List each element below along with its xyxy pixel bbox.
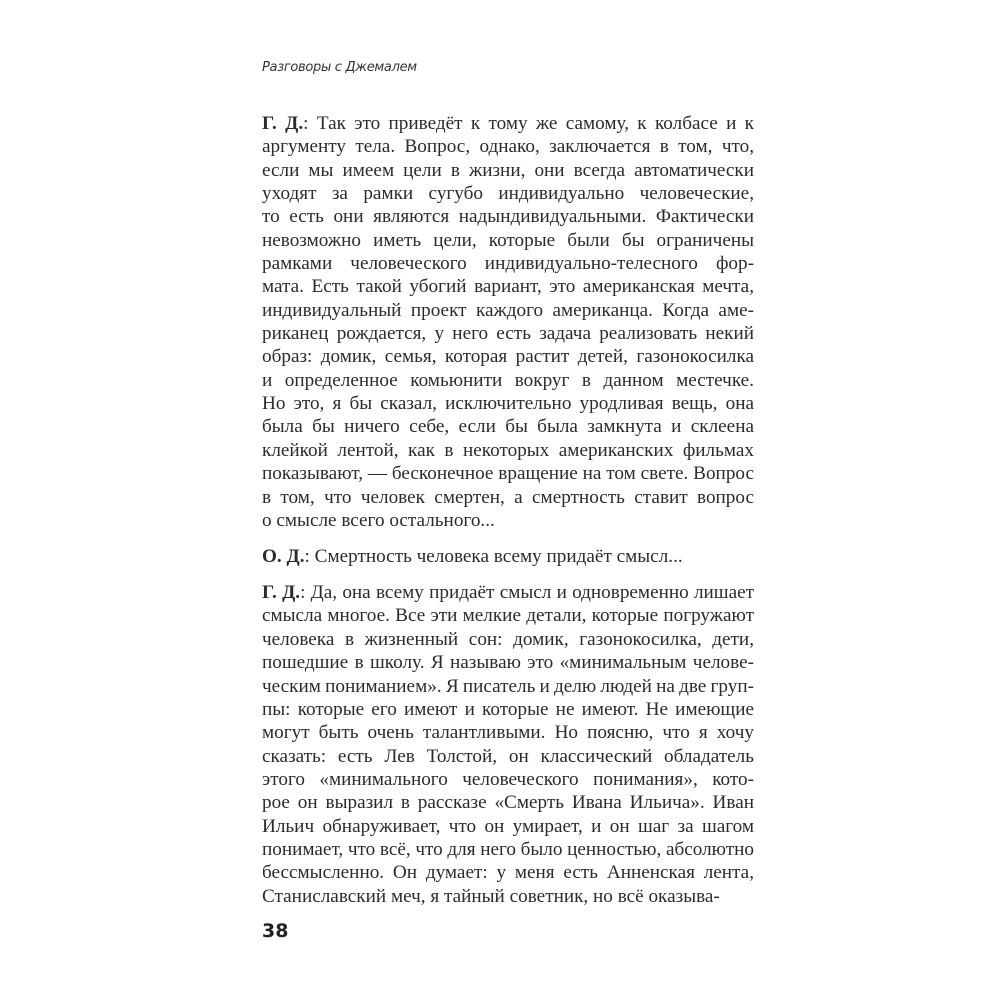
text-line	[262, 299, 754, 322]
text-line	[262, 112, 754, 135]
line-text: и определенное комьюнити вокруг в данном местечке.	[262, 369, 754, 391]
text-line	[262, 439, 754, 462]
line-text: : Да, она всему придаёт смысл и одновременно лишает	[300, 582, 754, 604]
page-body	[262, 112, 754, 908]
speaker-label: Г. Д.	[262, 582, 301, 604]
text-line	[262, 698, 754, 721]
text-line	[262, 768, 754, 791]
line-text: смысла многое. Все эти мелкие детали, которые погружают	[262, 605, 754, 627]
text-line	[262, 815, 754, 838]
text-line	[262, 721, 754, 744]
line-text: могут быть очень талантливыми. Но поясню, что я хочу	[262, 722, 754, 744]
running-header: Разговоры с Джемалем	[262, 60, 417, 75]
text-line	[262, 509, 754, 532]
line-text: бессмысленно. Он думает: у меня есть Анненская лента,	[262, 862, 754, 884]
text-line	[262, 159, 754, 182]
dialogue-paragraph	[262, 581, 754, 908]
text-line	[262, 651, 754, 674]
text-line	[262, 486, 754, 509]
line-text: риканец рождается, у него есть задача реализовать некий	[262, 323, 754, 345]
line-text: мата. Есть такой убогий вариант, это американская мечта,	[262, 276, 754, 298]
line-text: : Смертность человека всему придаёт смысл...	[304, 545, 683, 567]
line-text: аргументу тела. Вопрос, однако, заключается в том, что,	[262, 136, 754, 158]
line-text: клейкой лентой, как в некоторых американских фильмах	[262, 439, 754, 461]
line-text: Но это, я бы сказал, исключительно уродливая вещь, она	[262, 393, 754, 415]
text-line	[262, 791, 754, 814]
text-line	[262, 675, 754, 698]
line-text: пошедшие в школу. Я называю это «минимальным челове-	[262, 652, 754, 674]
line-text: рамками человеческого индивидуально-телесного фор-	[262, 253, 754, 275]
line-text: Ильич обнаруживает, что он умирает, и он шаг за шагом	[262, 815, 754, 837]
page-number: 38	[262, 920, 289, 942]
speaker-label: О. Д.	[262, 545, 305, 567]
text-line	[262, 885, 754, 908]
line-text: показывают, — бесконечное вращение на том свете. Вопрос	[262, 463, 754, 485]
text-line	[262, 462, 754, 485]
line-text: то есть они являются надындивидуальными. Фактически	[262, 206, 754, 228]
text-line	[262, 182, 754, 205]
text-line	[262, 745, 754, 768]
text-line	[262, 415, 754, 438]
line-text: : Так это приведёт к тому же самому, к колбасе и к	[303, 113, 754, 134]
text-line	[262, 604, 754, 627]
line-text: ческим пониманием». Я писатель и делю людей на две груп-	[262, 675, 754, 697]
line-text: этого «минимального человеческого понимания», кото-	[262, 768, 754, 790]
text-line	[262, 545, 754, 568]
dialogue-paragraph	[262, 545, 754, 568]
text-line	[262, 581, 754, 604]
line-text: человека в жизненный сон: домик, газонокосилка, дети,	[262, 628, 754, 650]
line-text: пы: которые его имеют и которые не имеют. Не имеющие	[262, 698, 754, 720]
text-line	[262, 369, 754, 392]
text-line	[262, 861, 754, 884]
text-line	[262, 322, 754, 345]
text-line	[262, 345, 754, 368]
text-line	[262, 229, 754, 252]
text-line	[262, 205, 754, 228]
line-text: понимает, что всё, что для него было ценностью, абсолютно	[262, 838, 754, 860]
text-line	[262, 275, 754, 298]
line-text: была бы ничего себе, если бы была замкнута и склеена	[262, 416, 754, 438]
line-text: в том, что человек смертен, а смертность ставит вопрос	[262, 486, 754, 508]
line-text: Станиславский меч, я тайный советник, но всё оказыва-	[262, 885, 720, 907]
line-text: рое он выразил в рассказе «Смерть Ивана Ильича». Иван	[262, 792, 754, 814]
text-line	[262, 135, 754, 158]
dialogue-paragraph	[262, 112, 754, 532]
line-text: если мы имеем цели в жизни, они всегда автоматически	[262, 159, 754, 181]
text-line	[262, 628, 754, 651]
speaker-label: Г. Д.	[262, 113, 304, 134]
line-text: индивидуальный проект каждого американца. Когда аме-	[262, 299, 754, 321]
text-line	[262, 838, 754, 861]
line-text: невозможно иметь цели, которые были бы ограничены	[262, 229, 754, 251]
line-text: о смысле всего остального...	[262, 509, 495, 531]
line-text: сказать: есть Лев Толстой, он классический обладатель	[262, 745, 754, 767]
text-line	[262, 252, 754, 275]
line-text: уходят за рамки сугубо индивидуально человеческие,	[262, 183, 754, 205]
line-text: образ: домик, семья, которая растит детей, газонокосилка	[262, 346, 754, 368]
text-line	[262, 392, 754, 415]
